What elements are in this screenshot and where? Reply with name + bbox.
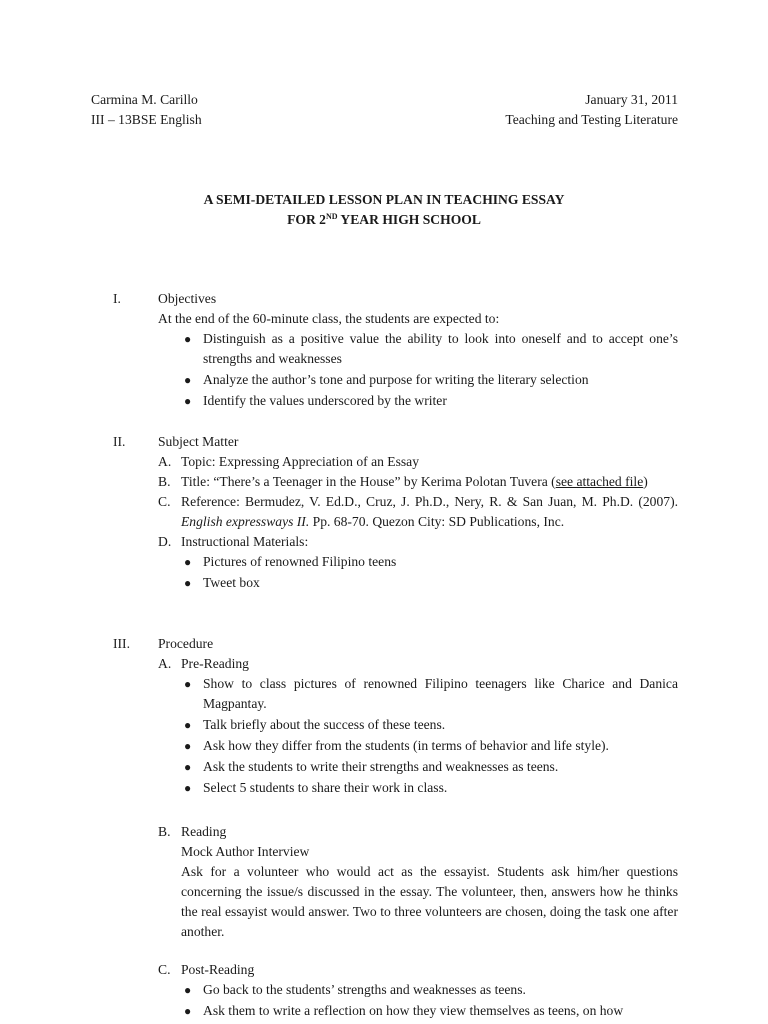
- course-name: Teaching and Testing Literature: [505, 112, 678, 127]
- list-item: ● Ask how they differ from the students (in terms of behavior and life style).: [184, 738, 609, 753]
- subject-materials: D. Instructional Materials: ● Pictures of renowned Filipino teens ● Tweet box: [158, 532, 678, 593]
- subject-topic: A. Topic: Expressing Appreciation of an Essay: [158, 454, 420, 469]
- list-item: ● Select 5 students to share their work in class.: [184, 780, 448, 795]
- section-numeral: II.: [113, 434, 126, 449]
- subject-reference: C. Reference: Bermudez, V. Ed.D., Cruz, J. Ph.D., Nery, R. & San Juan, M. Ph.D. (2007). English expressways II. Pp. 68-70. Quezon City: SD Publications, Inc.: [158, 494, 678, 529]
- section-heading: Objectives: [158, 291, 217, 306]
- procedure-post-reading: C. Post-Reading ● Go back to the students’ strengths and weaknesses as teens. ● Ask them to write a reflection on how they view themselves as teens, on how: [158, 960, 678, 1021]
- list-item: ● Ask the students to write their strengths and weaknesses as teens.: [184, 759, 559, 774]
- attached-file-link[interactable]: see attached file: [555, 474, 644, 489]
- procedure-reading: B. Reading Mock Author Interview Ask for a volunteer who would act as the essayist. Students ask him/her questions concerning the issue/s discussed in the essay. The volunteer, then, answers how he thinks the real essayist would answer. Two to three volunteers are chosen, doing the task one after another.: [158, 822, 678, 942]
- author-name: Carmina M. Carillo: [91, 92, 198, 107]
- document-date: January 31, 2011: [585, 92, 678, 107]
- list-item: ● Identify the values underscored by the writer: [184, 393, 447, 408]
- title-line-2: FOR 2ND YEAR HIGH SCHOOL: [287, 212, 481, 227]
- reading-activity-title: Mock Author Interview: [181, 844, 310, 859]
- subject-title: B. Title: “There’s a Teenager in the House” by Kerima Polotan Tuvera (see attached file): [158, 474, 648, 489]
- reading-activity-text: Ask for a volunteer who would act as the essayist. Students ask him/her questions concerning the issue/s discussed in the essay. The volunteer, then, answers how he thinks the real essayist would answer. Two to three volunteers are chosen, doing the task one after another.: [181, 864, 678, 939]
- section-numeral: I.: [113, 291, 121, 306]
- list-item: ● Go back to the students’ strengths and weaknesses as teens.: [184, 982, 526, 997]
- section-numeral: III.: [113, 636, 130, 651]
- section-heading: Procedure: [158, 636, 214, 651]
- class-section: III – 13BSE English: [91, 112, 202, 127]
- objectives-intro: At the end of the 60-minute class, the students are expected to:: [158, 311, 500, 326]
- list-item: ● Distinguish as a positive value the ability to look into oneself and to accept one’s strengths and weaknesses: [184, 331, 678, 366]
- list-item: ● Ask them to write a reflection on how they view themselves as teens, on how: [184, 1003, 624, 1018]
- list-item: ● Tweet box: [184, 575, 260, 590]
- procedure-pre-reading: A. Pre-Reading ● Show to class pictures of renowned Filipino teenagers like Charice and Danica Magpantay. ● Talk briefly about the success of these teens. ● Ask how they differ from the students (in terms of behavior and life style). ● Ask the students to write their strengths and weaknesses as teens. ● Select 5 students to share their work in class.: [158, 654, 678, 798]
- section-heading: Subject Matter: [158, 434, 239, 449]
- list-item: ● Pictures of renowned Filipino teens: [184, 554, 397, 569]
- list-item: ● Analyze the author’s tone and purpose for writing the literary selection: [184, 372, 589, 387]
- document-title: [0, 190, 768, 230]
- title-line-1: A SEMI-DETAILED LESSON PLAN IN TEACHING ESSAY: [203, 192, 565, 207]
- list-item: ● Talk briefly about the success of these teens.: [184, 717, 446, 732]
- list-item: ● Show to class pictures of renowned Filipino teenagers like Charice and Danica Magpantay.: [184, 676, 678, 711]
- document-header: [91, 90, 678, 130]
